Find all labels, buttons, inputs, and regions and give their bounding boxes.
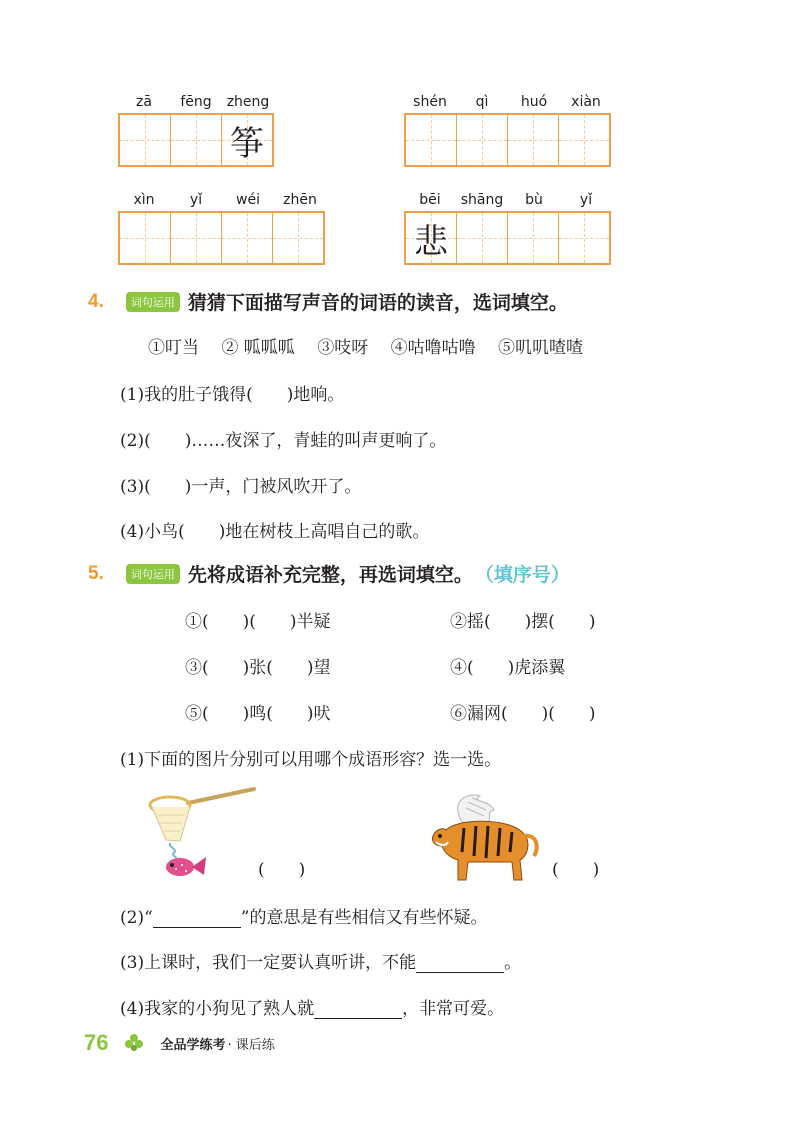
character-cell[interactable]	[559, 115, 609, 165]
q5-sub-2-blank[interactable]	[153, 909, 241, 928]
page-footer	[84, 1030, 275, 1056]
character-cell[interactable]	[457, 213, 508, 263]
pinyin-label: yǐ	[579, 192, 593, 208]
character-grid	[118, 113, 274, 167]
q5-title: 先将成语补充完整，再选词填空。	[187, 564, 473, 586]
character-text	[559, 213, 609, 263]
q5-sub-1: (1)下面的图片分别可以用哪个成语形容？选一选。	[120, 750, 502, 770]
q5-sub-4-pre: (4)我家的小狗见了熟人就	[120, 999, 315, 1019]
character-text: 悲	[414, 221, 448, 262]
q4-header	[88, 288, 568, 315]
character-text	[457, 213, 507, 263]
q5-sub-3-pre: (3)上课时，我们一定要认真听讲，不能	[120, 953, 417, 973]
pinyin-label: wéi	[236, 192, 260, 208]
character-grid	[404, 211, 611, 265]
q5-hint: （填序号）	[474, 564, 570, 586]
character-cell[interactable]	[508, 115, 559, 165]
pinyin-label: fēng	[180, 94, 212, 110]
character-cell[interactable]	[171, 115, 222, 165]
q5-header	[88, 560, 570, 587]
q5-sub-3-blank[interactable]	[416, 954, 504, 973]
pinyin-label: bēi	[419, 192, 441, 208]
character-text	[508, 115, 558, 165]
character-text	[120, 213, 170, 263]
q5-sub-3	[120, 948, 521, 973]
q4-item-2: (2)( )……夜深了，青蛙的叫声更响了。	[120, 431, 447, 451]
q4-title: 猜猜下面描写声音的词语的读音，选词填空。	[187, 292, 568, 314]
q5-tag: 词句运用	[126, 564, 180, 584]
character-cell[interactable]	[222, 213, 273, 263]
q4-item-4: (4)小鸟( )地在树枝上高唱自己的歌。	[120, 522, 430, 542]
character-text	[273, 213, 323, 263]
character-cell[interactable]	[222, 115, 272, 165]
q5-sub-4	[120, 994, 504, 1019]
pinyin-row	[404, 94, 612, 110]
character-text	[120, 115, 170, 165]
q5-sub-2-post: ”的意思是有些相信又有些怀疑。	[240, 908, 488, 928]
q5-idiom-3: ③( )张( )望	[185, 658, 331, 678]
q5-idiom-1: ①( )( )半疑	[185, 612, 331, 632]
pinyin-row	[118, 192, 326, 208]
character-text	[171, 115, 221, 165]
q5-sub-3-post: 。	[504, 953, 522, 973]
character-grid	[404, 113, 611, 167]
q5-paren-b: ( )	[552, 860, 600, 880]
pinyin-label: bù	[525, 192, 543, 208]
character-cell[interactable]	[273, 213, 323, 263]
q5-idiom-5: ⑤( )鸣( )吠	[185, 704, 331, 724]
character-grid	[118, 211, 325, 265]
pinyin-label: shāng	[460, 192, 504, 208]
pinyin-label: yǐ	[189, 192, 203, 208]
q4-tag: 词句运用	[126, 292, 180, 312]
character-cell[interactable]	[171, 213, 222, 263]
character-cell[interactable]	[120, 115, 171, 165]
pinyin-label: zhēn	[283, 192, 317, 208]
q4-item-1: (1)我的肚子饿得( )地响。	[120, 385, 345, 405]
pinyin-row	[118, 94, 274, 110]
pinyin-label: huó	[520, 94, 548, 110]
page-number: 76	[84, 1030, 109, 1055]
pinyin-label: shén	[413, 94, 447, 110]
q5-idiom-6: ⑥漏网( )( )	[450, 704, 596, 724]
q5-idiom-2: ②摇( )摆( )	[450, 612, 596, 632]
footer-subtitle: · 课后练	[227, 1037, 275, 1053]
character-cell[interactable]	[508, 213, 559, 263]
q5-number: 5.	[88, 562, 104, 584]
character-text	[171, 213, 221, 263]
character-text	[457, 115, 507, 165]
fishing-net-illustration	[148, 785, 258, 885]
character-text	[222, 213, 272, 263]
pinyin-label: xìn	[133, 192, 155, 208]
q5-paren-a: ( )	[258, 860, 306, 880]
character-text	[559, 115, 609, 165]
character-cell[interactable]	[457, 115, 508, 165]
clover-icon	[124, 1033, 144, 1053]
q4-item-3: (3)( )一声，门被风吹开了。	[120, 477, 362, 497]
pinyin-label: zā	[136, 94, 152, 110]
pinyin-label: qì	[475, 94, 489, 110]
q5-sub-4-blank[interactable]	[314, 1000, 402, 1019]
q4-number: 4.	[88, 290, 104, 312]
q5-sub-4-post: ，非常可爱。	[402, 999, 505, 1019]
pinyin-label: zheng	[226, 94, 270, 110]
character-cell[interactable]	[406, 213, 457, 263]
character-text	[406, 115, 456, 165]
character-cell[interactable]	[559, 213, 609, 263]
q5-idiom-4: ④( )虎添翼	[450, 658, 566, 678]
character-text	[508, 213, 558, 263]
character-text: 筝	[230, 123, 264, 164]
q4-options: ①叮当 ② 呱呱呱 ③吱呀 ④咕噜咕噜 ⑤叽叽喳喳	[148, 338, 584, 358]
q5-sub-2-pre: (2)“	[120, 908, 153, 928]
character-cell[interactable]	[120, 213, 171, 263]
footer-brand: 全品学练考	[160, 1037, 226, 1053]
character-cell[interactable]	[406, 115, 457, 165]
pinyin-row	[404, 192, 612, 208]
q5-sub-2	[120, 903, 487, 928]
pinyin-label: xiàn	[571, 94, 601, 110]
winged-tiger-illustration	[428, 790, 543, 885]
